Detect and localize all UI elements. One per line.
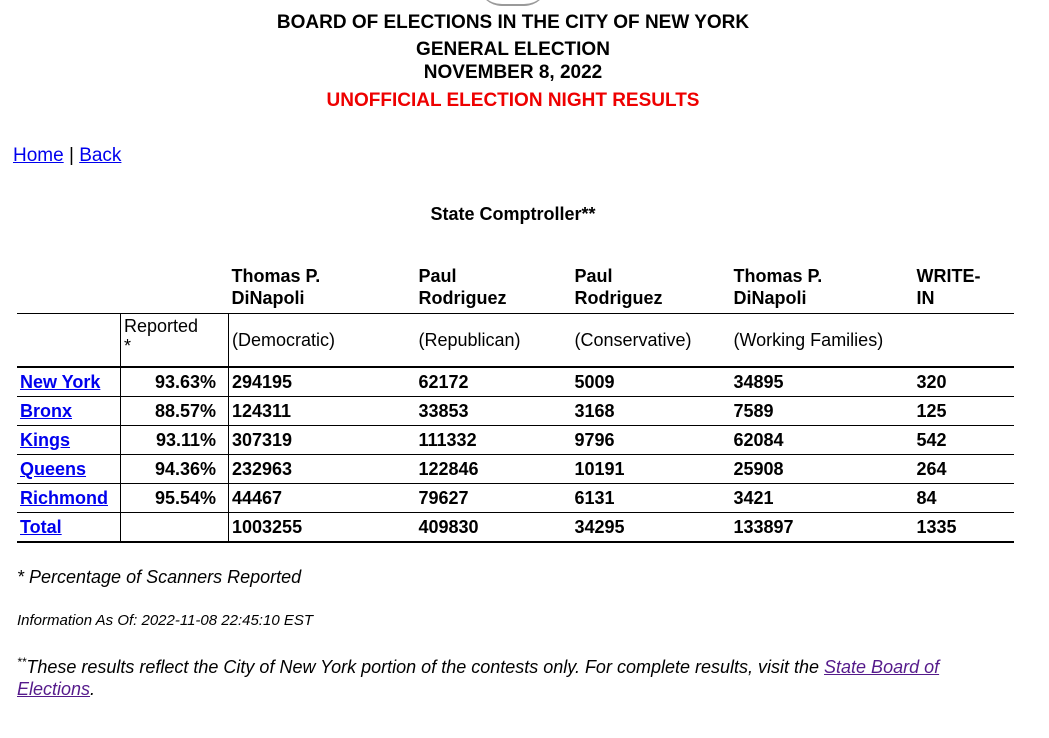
board-title: BOARD OF ELECTIONS IN THE CITY OF NEW YORK [276, 12, 750, 33]
vote-count: 25908 [731, 455, 914, 484]
vote-count: 7589 [731, 397, 914, 426]
footnote-mark: ** [17, 655, 27, 669]
table-row [17, 484, 1014, 513]
vote-count: 3421 [731, 484, 914, 513]
county-link-queens[interactable]: Queens [20, 459, 87, 479]
reported-pct: 93.63% [121, 367, 229, 397]
reported-pct: 88.57% [121, 397, 229, 426]
vote-total: 409830 [416, 513, 572, 543]
candidate-name: Paul Rodriguez [418, 266, 507, 308]
empty-header-cell [121, 264, 229, 314]
county-link-richmond[interactable]: Richmond [20, 488, 108, 508]
candidate-name: WRITE- IN [916, 266, 981, 308]
vote-count: 320 [914, 367, 1014, 397]
footnote [17, 656, 997, 700]
vote-total: 1335 [914, 513, 1014, 543]
home-link[interactable]: Home [13, 145, 64, 166]
empty-header-cell [17, 314, 121, 368]
vote-count: 62084 [731, 426, 914, 455]
reported-pct: 94.36% [121, 455, 229, 484]
party-label: (Republican) [416, 314, 572, 368]
vote-count: 9796 [572, 426, 731, 455]
election-date: NOVEMBER 8, 2022 [423, 62, 603, 83]
scanners-note: * Percentage of Scanners Reported [17, 567, 302, 587]
party-label [914, 314, 1014, 368]
reported-header: Reported * [121, 314, 229, 368]
table-row [17, 455, 1014, 484]
footnote-text: These results reflect the City of New York portion of the contests only. For complete results, visit the [26, 657, 825, 677]
vote-count: 84 [914, 484, 1014, 513]
vote-count: 34895 [731, 367, 914, 397]
candidate-name: Thomas P. DiNapoli [231, 266, 321, 308]
state-board-link[interactable]: State Board of Elections [17, 657, 940, 699]
table-row [17, 367, 1014, 397]
seal-logo [478, 0, 548, 6]
vote-count: 33853 [416, 397, 572, 426]
county-link-new-york[interactable]: New York [20, 372, 101, 392]
vote-count: 111332 [416, 426, 572, 455]
table-row [17, 397, 1014, 426]
vote-count: 264 [914, 455, 1014, 484]
vote-total: 133897 [731, 513, 914, 543]
vote-count: 232963 [229, 455, 416, 484]
vote-count: 125 [914, 397, 1014, 426]
vote-count: 307319 [229, 426, 416, 455]
party-label: (Democratic) [229, 314, 416, 368]
candidate-name: Thomas P. DiNapoli [733, 266, 823, 308]
footnote-end: . [90, 679, 96, 699]
total-row [17, 513, 1014, 543]
total-link[interactable]: Total [20, 517, 62, 537]
reported-pct [121, 513, 229, 543]
table-row [17, 426, 1014, 455]
info-timestamp: Information As Of: 2022-11-08 22:45:10 EST [17, 612, 314, 629]
county-link-kings[interactable]: Kings [20, 430, 71, 450]
nav-separator: | [68, 145, 74, 166]
vote-count: 124311 [229, 397, 416, 426]
vote-count: 10191 [572, 455, 731, 484]
party-header-row [17, 314, 1014, 368]
results-table [17, 264, 1014, 543]
vote-count: 79627 [416, 484, 572, 513]
reported-pct: 93.11% [121, 426, 229, 455]
party-label: (Conservative) [572, 314, 731, 368]
candidate-header-row [17, 264, 1014, 314]
vote-count: 294195 [229, 367, 416, 397]
nav-links [13, 144, 121, 168]
empty-header-cell [17, 264, 121, 314]
county-link-bronx[interactable]: Bronx [20, 401, 73, 421]
candidate-name: Paul Rodriguez [574, 266, 663, 308]
vote-count: 5009 [572, 367, 731, 397]
vote-total: 34295 [572, 513, 731, 543]
vote-count: 62172 [416, 367, 572, 397]
election-type: GENERAL ELECTION [416, 39, 610, 60]
contest-title: State Comptroller** [430, 204, 596, 224]
vote-count: 122846 [416, 455, 572, 484]
vote-count: 3168 [572, 397, 731, 426]
vote-total: 1003255 [229, 513, 416, 543]
vote-count: 6131 [572, 484, 731, 513]
unofficial-results-banner: UNOFFICIAL ELECTION NIGHT RESULTS [326, 90, 700, 111]
vote-count: 542 [914, 426, 1014, 455]
back-link[interactable]: Back [79, 145, 122, 166]
vote-count: 44467 [229, 484, 416, 513]
reported-pct: 95.54% [121, 484, 229, 513]
party-label: (Working Families) [731, 314, 914, 368]
